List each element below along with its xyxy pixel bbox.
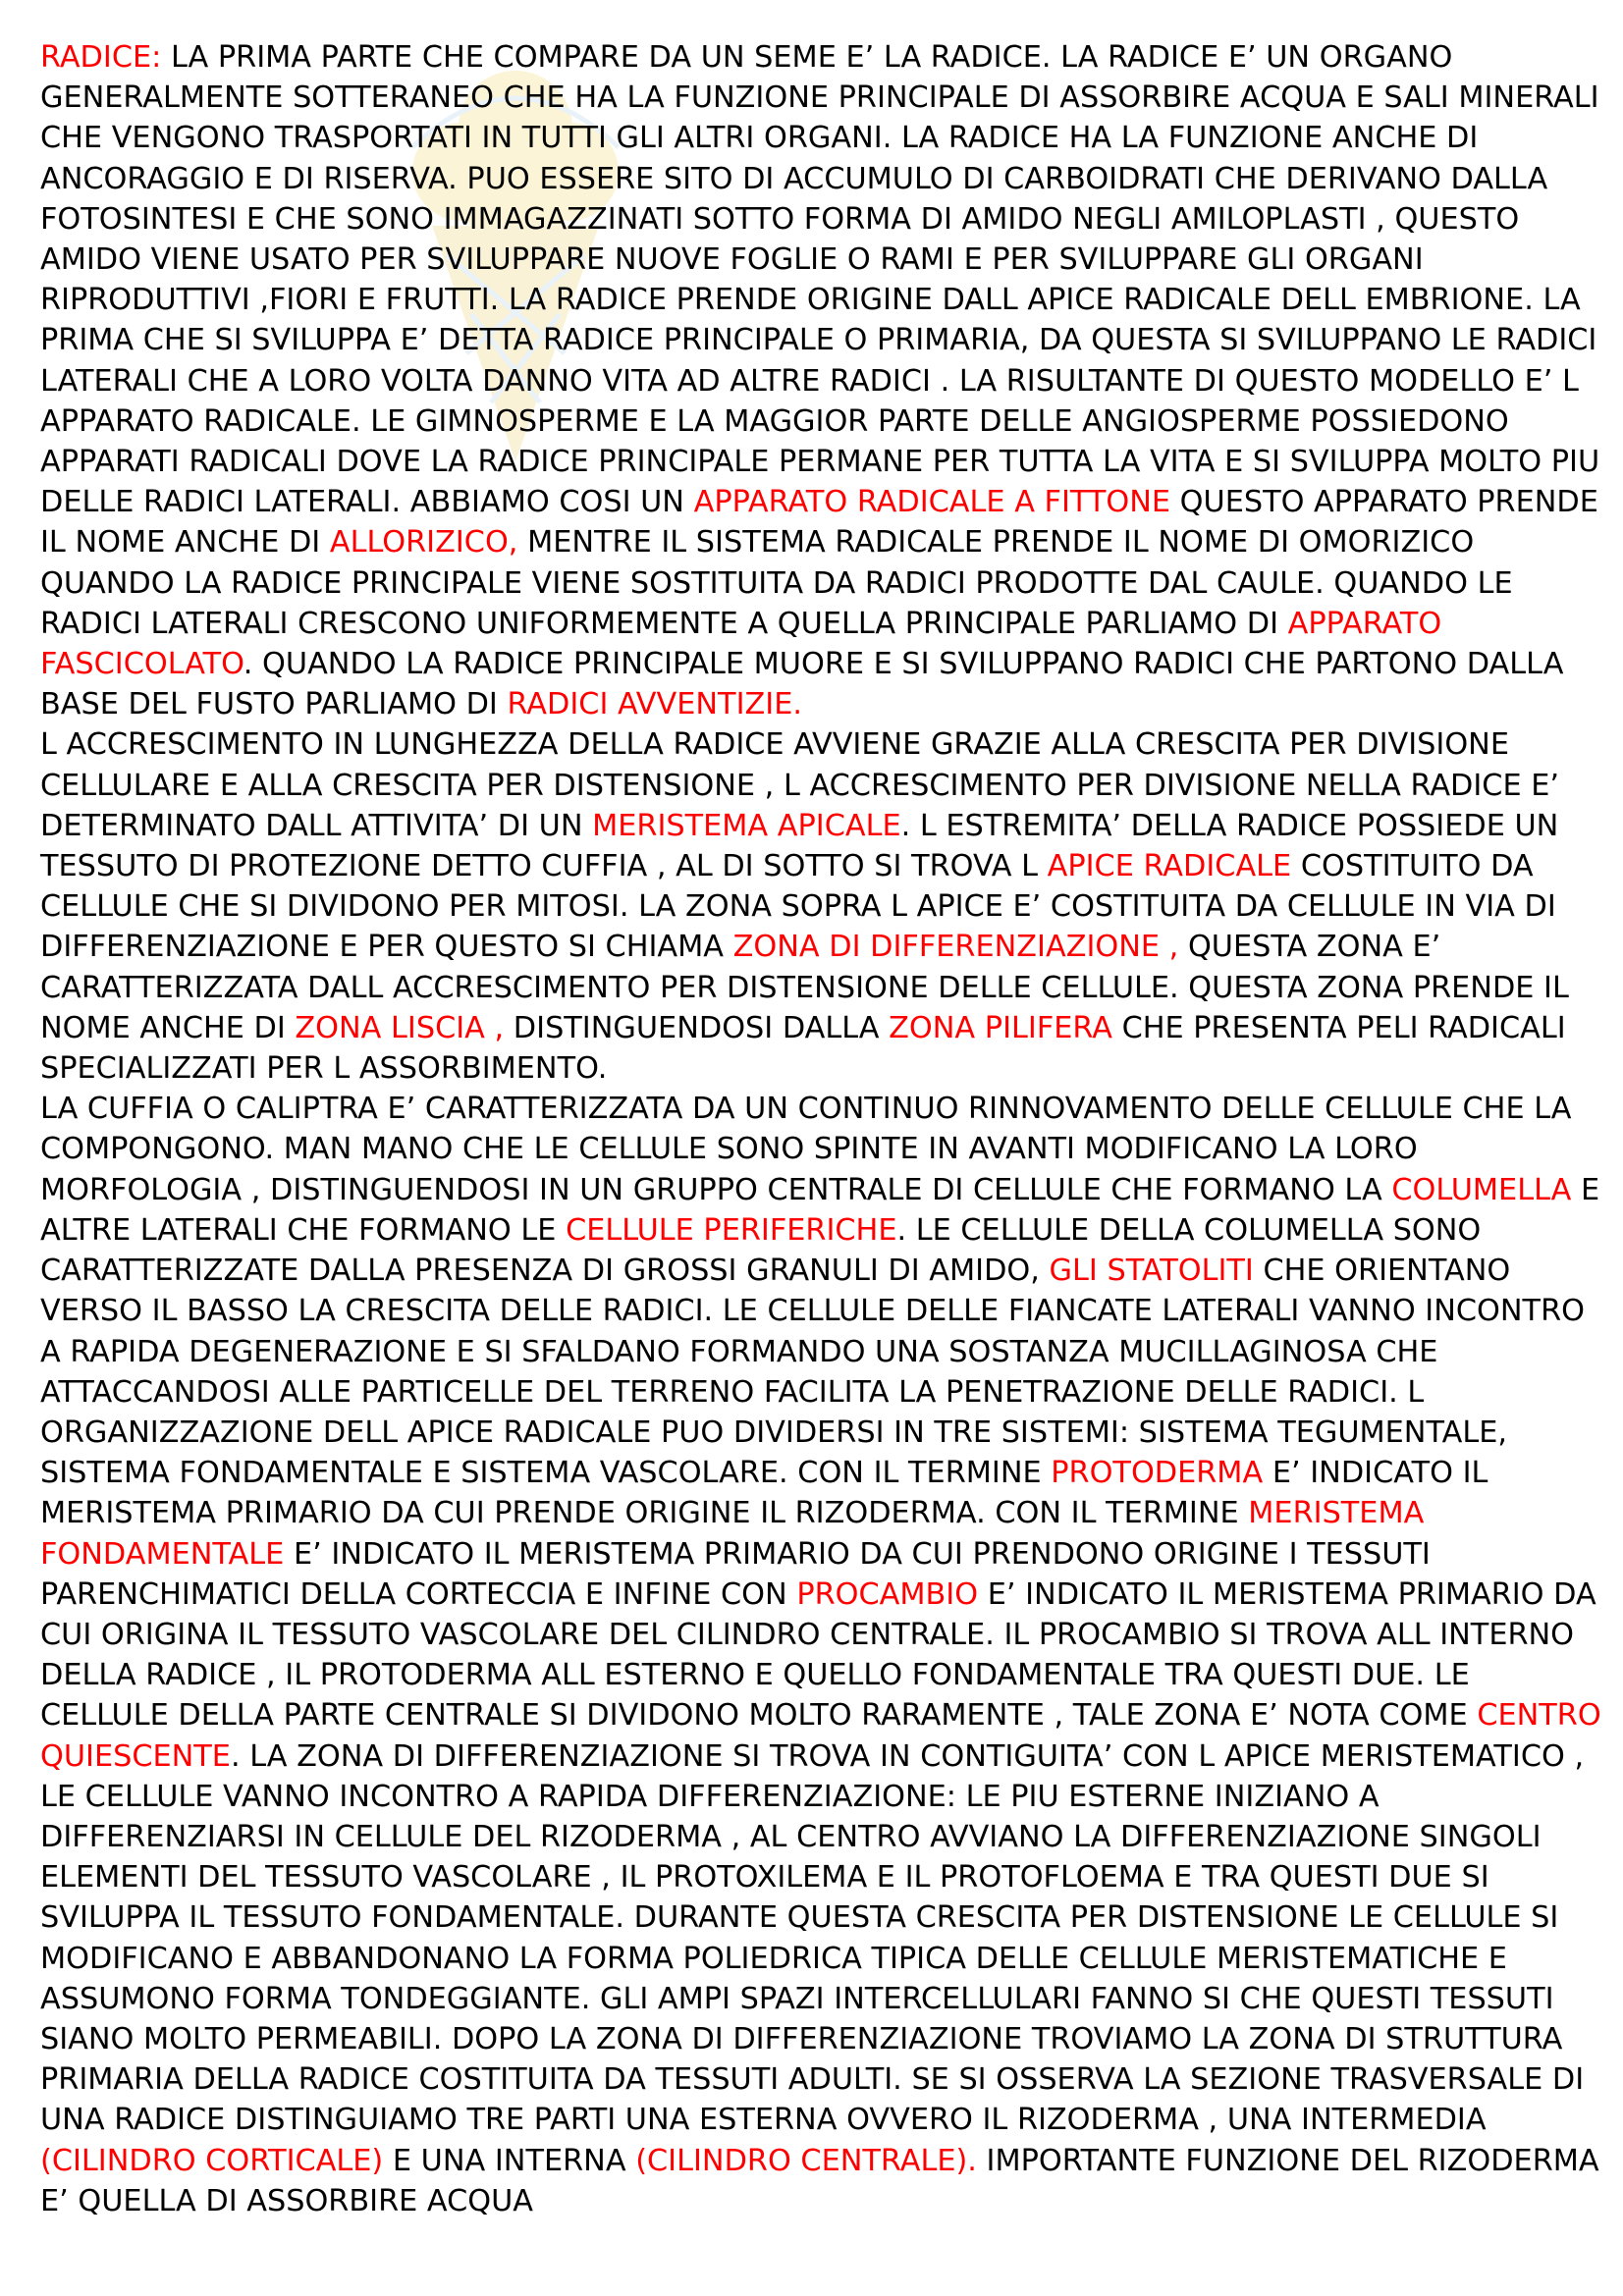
highlighted-term: MERISTEMA APICALE xyxy=(592,808,901,843)
paragraph xyxy=(40,724,1601,1089)
highlighted-term: ZONA PILIFERA xyxy=(889,1010,1112,1045)
highlighted-term: APPARATO FASCICOLATO xyxy=(40,606,1442,682)
text-run: E UNA INTERNA xyxy=(383,2143,636,2178)
text-run: IMPORTANTE FUNZIONE DEL RIZODERMA E’ QUELLA DI ASSORBIRE ACQUA xyxy=(40,2143,1599,2218)
highlighted-term: RADICE: xyxy=(40,40,162,75)
text-run: L ACCRESCIMENTO IN LUNGHEZZA DELLA RADICE AVVIENE GRAZIE ALLA CRESCITA PER DIVISIONE CELLULARE E ALLA CRESCITA PER DISTENSIONE , L ACCRESCIMENTO PER DIVISIONE NELLA RADICE E’ DETERMINATO DALL ATTIVITA’ DI UN xyxy=(40,727,1560,843)
highlighted-term: CENTRO QUIESCENTE xyxy=(40,1698,1601,1774)
highlighted-term: COLUMELLA xyxy=(1391,1172,1572,1207)
highlighted-term: CELLULE PERIFERICHE xyxy=(566,1212,897,1248)
text-run: COSTITUITO DA CELLULE CHE SI DIVIDONO PER MITOSI. LA ZONA SOPRA L APICE E’ COSTITUITA DA CELLULE IN VIA DI DIFFERENZIAZIONE E PER QUESTO SI CHIAMA xyxy=(40,849,1556,965)
highlighted-term: ZONA DI DIFFERENZIAZIONE , xyxy=(732,930,1179,965)
text-run: MENTRE IL SISTEMA RADICALE PRENDE IL NOME DI OMORIZICO QUANDO LA RADICE PRINCIPALE VIENE SOSTITUITA DA RADICI PRODOTTE DAL CAULE. QUANDO LE RADICI LATERALI CRESCONO UNIFORMEMENTE A QUELLA PRINCIPALE PARLIAMO DI xyxy=(40,525,1513,641)
text-run: QUESTA ZONA E’ CARATTERIZZATA DALL ACCRESCIMENTO PER DISTENSIONE DELLE CELLULE. QUESTA ZONA PRENDE IL NOME ANCHE DI xyxy=(40,930,1569,1045)
text-run: E’ INDICATO IL MERISTEMA PRIMARIO DA CUI PRENDE ORIGINE IL RIZODERMA. CON IL TERMINE xyxy=(40,1456,1488,1531)
paragraph xyxy=(40,1089,1601,2221)
text-run: E’ INDICATO IL MERISTEMA PRIMARIO DA CUI PRENDONO ORIGINE I TESSUTI PARENCHIMATICI DELLA CORTECCIA E INFINE CON xyxy=(40,1536,1431,1612)
text-run: . QUANDO LA RADICE PRINCIPALE MUORE E SI SVILUPPANO RADICI CHE PARTONO DALLA BASE DEL FUSTO PARLIAMO DI xyxy=(40,647,1564,722)
highlighted-term: PROTODERMA xyxy=(1051,1456,1264,1491)
highlighted-term: RADICI AVVENTIZIE. xyxy=(507,687,802,722)
text-run: E ALTRE LATERALI CHE FORMANO LE xyxy=(40,1172,1600,1248)
text-run: . L ESTREMITA’ DELLA RADICE POSSIEDE UN TESSUTO DI PROTEZIONE DETTO CUFFIA , AL DI SOTTO SI TROVA L xyxy=(40,808,1559,884)
highlighted-term: APPARATO RADICALE A FITTONE xyxy=(693,485,1171,520)
text-run: . LE CELLULE DELLA COLUMELLA SONO CARATTERIZZATE DALLA PRESENZA DI GROSSI GRANULI DI AMIDO, xyxy=(40,1212,1482,1289)
highlighted-term: (CILINDRO CORTICALE) xyxy=(40,2143,384,2178)
text-run: E’ INDICATO IL MERISTEMA PRIMARIO DA CUI ORIGINA IL TESSUTO VASCOLARE DEL CILINDRO CENTRALE. IL PROCAMBIO SI TROVA ALL INTERNO DELLA RADICE , IL PROTODERMA ALL ESTERNO E QUELLO FONDAMENTALE TRA QUESTI DUE. LE CELLULE DELLA PARTE CENTRALE SI DIVIDONO MOLTO RARAMENTE , TALE ZONA E’ NOTA COME xyxy=(40,1576,1596,1734)
highlighted-term: MERISTEMA FONDAMENTALE xyxy=(40,1496,1425,1572)
highlighted-term: APICE RADICALE xyxy=(1047,849,1292,884)
text-run: QUESTO APPARATO PRENDE IL NOME ANCHE DI xyxy=(40,485,1598,561)
text-run: CHE ORIENTANO VERSO IL BASSO LA CRESCITA DELLE RADICI. LE CELLULE DELLE FIANCATE LATERALI VANNO INCONTRO A RAPIDA DEGENERAZIONE E SI SFALDANO FORMANDO UNA SOSTANZA MUCILLAGINOSA CHE ATTACCANDOSI ALLE PARTICELLE DEL TERRENO FACILITA LA PENETRAZIONE DELLE RADICI. L ORGANIZZAZIONE DELL APICE RADICALE PUO DIVIDERSI IN TRE SISTEMI: SISTEMA TEGUMENTALE, SISTEMA FONDAMENTALE E SISTEMA VASCOLARE. CON IL TERMINE xyxy=(40,1254,1585,1491)
document-body xyxy=(40,37,1601,2221)
text-run: CHE PRESENTA PELI RADICALI SPECIALIZZATI PER L ASSORBIMENTO. xyxy=(40,1010,1566,1087)
highlighted-term: ZONA LISCIA , xyxy=(295,1010,505,1045)
text-run: LA CUFFIA O CALIPTRA E’ CARATTERIZZATA DA UN CONTINUO RINNOVAMENTO DELLE CELLULE CHE LA COMPONGONO. MAN MANO CHE LE CELLULE SONO SPINTE IN AVANTI MODIFICANO LA LORO MORFOLOGIA , DISTINGUENDOSI IN UN GRUPPO CENTRALE DI CELLULE CHE FORMANO LA xyxy=(40,1092,1572,1207)
highlighted-term: (CILINDRO CENTRALE). xyxy=(635,2143,977,2178)
text-run: . LA ZONA DI DIFFERENZIAZIONE SI TROVA IN CONTIGUITA’ CON L APICE MERISTEMATICO , LE CELLULE VANNO INCONTRO A RAPIDA DIFFERENZIAZIONE: LE PIU ESTERNE INIZIANO A DIFFERENZIARSI IN CELLULE DEL RIZODERMA , AL CENTRO AVVIANO LA DIFFERENZIAZIONE SINGOLI ELEMENTI DEL TESSUTO VASCOLARE , IL PROTOXILEMA E IL PROTOFLOEMA E TRA QUESTI DUE SI SVILUPPA IL TESSUTO FONDAMENTALE. DURANTE QUESTA CRESCITA PER DISTENSIONE LE CELLULE SI MODIFICANO E ABBANDONANO LA FORMA POLIEDRICA TIPICA DELLE CELLULE MERISTEMATICHE E ASSUMONO FORMA TONDEGGIANTE. GLI AMPI SPAZI INTERCELLULARI FANNO SI CHE QUESTI TESSUTI SIANO MOLTO PERMEABILI. DOPO LA ZONA DI DIFFERENZIAZIONE TROVIAMO LA ZONA DI STRUTTURA PRIMARIA DELLA RADICE COSTITUITA DA TESSUTI ADULTI. SE SI OSSERVA LA SEZIONE TRASVERSALE DI UNA RADICE DISTINGUIAMO TRE PARTI UNA ESTERNA OVVERO IL RIZODERMA , UNA INTERMEDIA xyxy=(40,1738,1585,2138)
highlighted-term: ALLORIZICO, xyxy=(329,525,518,561)
text-run: LA PRIMA PARTE CHE COMPARE DA UN SEME E’ LA RADICE. LA RADICE E’ UN ORGANO GENERALMENTE SOTTERANEO CHE HA LA FUNZIONE PRINCIPALE DI ASSORBIRE ACQUA E SALI MINERALI CHE VENGONO TRASPORTATI IN TUTTI GLI ALTRI ORGANI. LA RADICE HA LA FUNZIONE ANCHE DI ANCORAGGIO E DI RISERVA. PUO ESSERE SITO DI ACCUMULO DI CARBOIDRATI CHE DERIVANO DALLA FOTOSINTESI E CHE SONO IMMAGAZZINATI SOTTO FORMA DI AMIDO NEGLI AMILOPLASTI , QUESTO AMIDO VIENE USATO PER SVILUPPARE NUOVE FOGLIE O RAMI E PER SVILUPPARE GLI ORGANI RIPRODUTTIVI ,FIORI E FRUTTI. LA RADICE PRENDE ORIGINE DALL APICE RADICALE DELL EMBRIONE. LA PRIMA CHE SI SVILUPPA E’ DETTA RADICE PRINCIPALE O PRIMARIA, DA QUESTA SI SVILUPPANO LE RADICI LATERALI CHE A LORO VOLTA DANNO VITA AD ALTRE RADICI . LA RISULTANTE DI QUESTO MODELLO E’ L APPARATO RADICALE. LE GIMNOSPERME E LA MAGGIOR PARTE DELLE ANGIOSPERME POSSIEDONO APPARATI RADICALI DOVE LA RADICE PRINCIPALE PERMANE PER TUTTA LA VITA E SI SVILUPPA MOLTO PIU DELLE RADICI LATERALI. ABBIAMO COSI UN xyxy=(40,40,1600,520)
highlighted-term: GLI STATOLITI xyxy=(1049,1254,1254,1289)
paragraph xyxy=(40,37,1601,724)
text-run: DISTINGUENDOSI DALLA xyxy=(504,1010,890,1045)
highlighted-term: PROCAMBIO xyxy=(796,1576,979,1612)
